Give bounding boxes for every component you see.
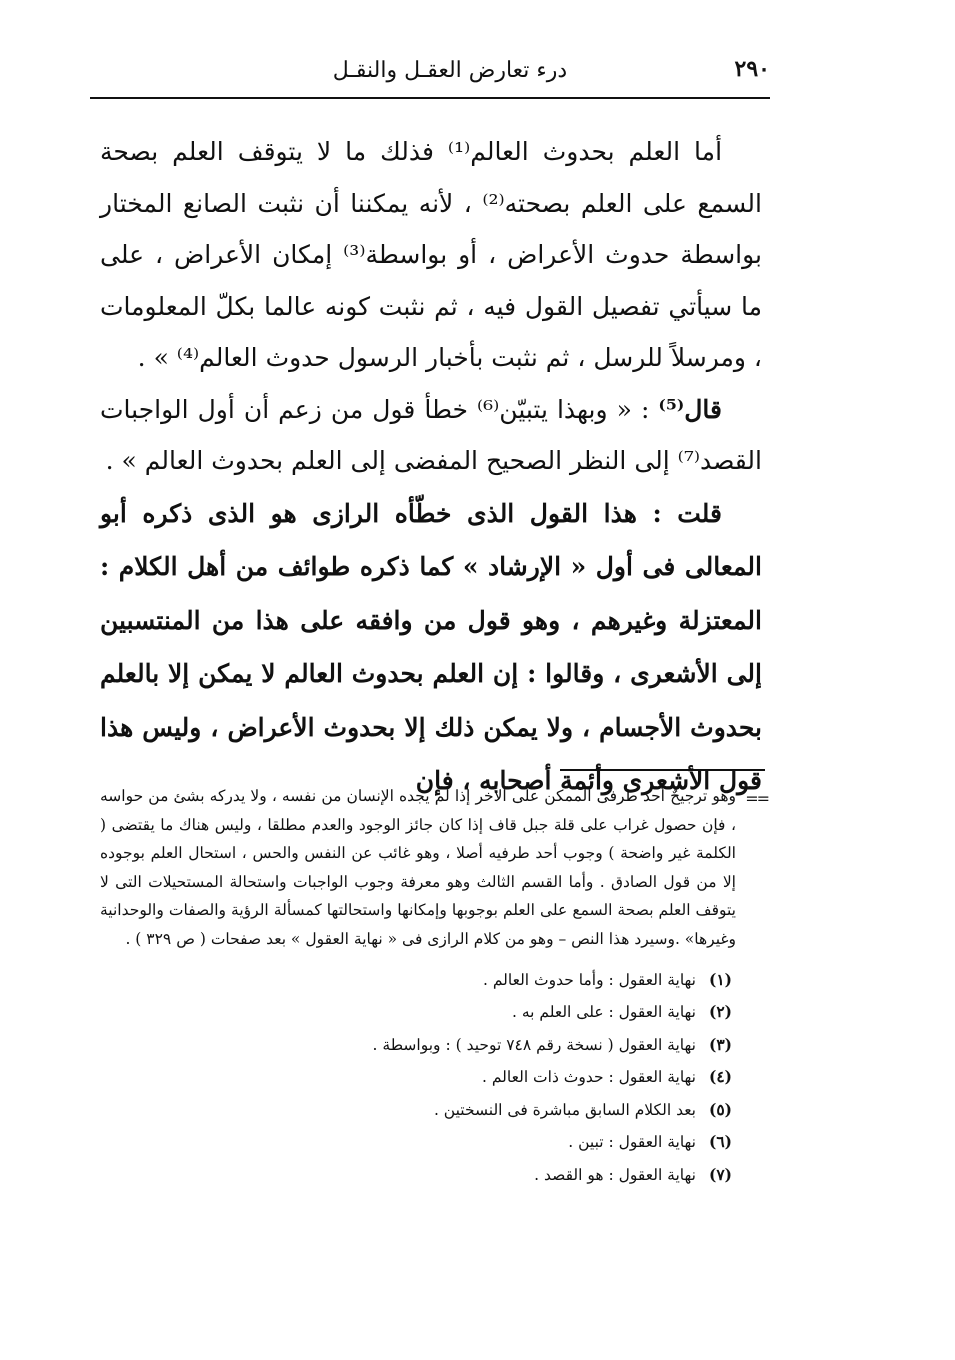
page-header xyxy=(90,52,770,96)
footnotes xyxy=(100,782,768,1191)
footnote-text: نهاية العقول : تبين . xyxy=(568,1133,696,1152)
paragraph-3-text: : هذا القول الذى خطّأه الرازى هو الذى ذكره أبو المعالى فى أول « الإرشاد » كما ذكره طوائف من أهل الكلام : المعتزلة وغيرهم ، وهو قول من وافقه على هذا من المنتسبين إلى الأشعرى ، وقالوا : إن العلم بحدوث العالم لا يمكن إلا بالعلم بحدوث الأجسام ، ولا يمكن ذلك إلا بحدوث الأعراض ، وليس هذا قول الأشعرى وأئمة أصحابه ، فإن xyxy=(100,498,762,796)
header-rule xyxy=(90,97,770,99)
footnote-list xyxy=(100,964,768,1192)
footnote-continuation xyxy=(100,782,768,954)
paragraph-1-text: أما العلم بحدوث العالم⁽¹⁾ فذلك ما لا يتوقف العلم بصحة السمع على العلم بصحته⁽²⁾ ، لأنه يمكننا أن نثبت الصانع المختار بواسطة حدوث الأعراض ، أو بواسطة⁽³⁾ إمكان الأعراض ، على ما سيأتي تفصيل القول فيه ، ثم نثبت كونه عالما بكلّ المعلومات ، ومرسلاً للرسل ، ثم نثبت بأخبار الرسول حدوث العالم⁽⁴⁾ » . xyxy=(100,137,762,372)
paragraph-3-lead: قلت xyxy=(677,498,722,528)
footnote-separator xyxy=(560,769,765,771)
paragraph-3 xyxy=(100,487,762,809)
footnote-text: نهاية العقول : هو القصد . xyxy=(534,1165,696,1184)
running-title: درء تعارض العقـل والنقـل xyxy=(332,58,568,83)
footnote-text: نهاية العقول : وأما حدوث العالم . xyxy=(482,970,696,989)
paragraph-2 xyxy=(100,384,762,487)
paragraph-2-lead: قال⁽⁵⁾ xyxy=(658,394,722,424)
footnote-text: نهاية العقول : حدوث ذات العالم . xyxy=(482,1068,696,1087)
footnote-number: (٣) xyxy=(708,1034,732,1054)
footnote-item xyxy=(100,1126,768,1159)
footnote-text: نهاية العقول ( نسخة رقم ٧٤٨ توحيد ) : وبواسطة . xyxy=(372,1035,696,1054)
page-number: ٢٩٠ xyxy=(734,56,770,82)
footnote-number: (٥) xyxy=(708,1099,732,1119)
footnote-number: (٧) xyxy=(708,1164,732,1184)
footnote-text: نهاية العقول : على العلم به . xyxy=(511,1003,696,1022)
footnote-number: (١) xyxy=(708,969,732,989)
footnote-item xyxy=(100,1159,768,1192)
paragraph-2-text: : « وبهذا يتبيّن⁽⁶⁾ خطأ قول من زعم أن أول الواجبات القصد⁽⁷⁾ إلى النظر الصحيح المفضى إلى العلم بحدوث العالم » . xyxy=(100,394,762,475)
continuation-mark: == xyxy=(745,789,768,808)
footnote-item xyxy=(100,996,768,1029)
footnote-item xyxy=(100,964,768,997)
paragraph-1 xyxy=(100,126,762,384)
footnote-continuation-text: وهو ترجيحٌ أحد طرفى الممكن على الآخر إذا لم يجده الإنسان من نفسه ، ولا يدركه بشئ من حواسه ، فإن حصول غراب على قلة جبل قاف إذا كان جائز الوجود والعدم مطلقا ، وليس هناك ما يقتضى ( الكلمة غير واضحة ) وجوب أحد طرفيه أصلا ، وهو غائب عن النفس والحس ، استحال العلم بوجوده إلا من قول الصادق . وأما القسم الثالث وهو معرفة وجوب الواجبات واستحالة المستحيلات التى لا يتوقف العلم بصحة السمع على العلم بوجوبها وإمكانها واستحالتها كمسألة الرؤية والصفات والوحدانية وغيرها» .وسيرد هذا النص – وهو من كلام الرازى فى « نهاية العقول » بعد صفحات ( ص ٣٢٩ ) . xyxy=(100,787,736,948)
footnote-number: (٢) xyxy=(708,1002,732,1022)
main-text xyxy=(100,126,762,808)
footnote-item xyxy=(100,1061,768,1094)
footnote-item xyxy=(100,1094,768,1127)
footnote-number: (٦) xyxy=(708,1132,732,1152)
footnote-text: بعد الكلام السابق مباشرة فى النسختين . xyxy=(433,1100,696,1119)
footnote-number: (٤) xyxy=(708,1067,732,1087)
footnote-item xyxy=(100,1029,768,1062)
